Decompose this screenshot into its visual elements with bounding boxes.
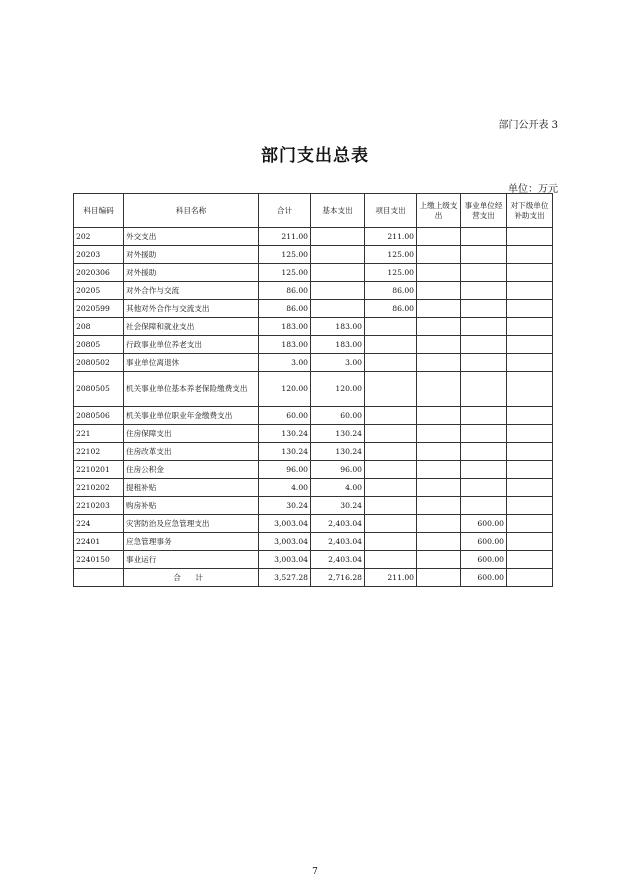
name-cell: 外交支出 [124,228,259,246]
basic-cell: 183.00 [311,336,365,354]
subsidy-lower-cell [507,228,553,246]
subsidy-lower-cell [507,443,553,461]
table-row [74,300,553,318]
project-cell [365,461,417,479]
basic-cell: 4.00 [311,479,365,497]
table-row [74,425,553,443]
business-operation-cell: 600.00 [461,515,507,533]
upper-payment-cell [417,228,461,246]
total-cell: 125.00 [259,264,311,282]
table-row [74,228,553,246]
code-cell [74,569,124,587]
business-operation-cell [461,425,507,443]
table-row [74,461,553,479]
business-operation-cell [461,461,507,479]
total-cell: 60.00 [259,407,311,425]
table-row [74,282,553,300]
name-cell: 对外合作与交流 [124,282,259,300]
subsidy-lower-cell [507,354,553,372]
total-cell: 3,003.04 [259,533,311,551]
unit-label: 单位：万元 [508,184,558,195]
page-number: 7 [312,867,318,877]
basic-cell [311,246,365,264]
total-cell: 30.24 [259,497,311,515]
name-cell: 机关事业单位职业年金缴费支出 [124,407,259,425]
project-cell [365,336,417,354]
name-cell: 对外援助 [124,246,259,264]
total-cell: 183.00 [259,318,311,336]
code-cell: 20203 [74,246,124,264]
business-operation-cell [461,336,507,354]
name-cell: 灾害防治及应急管理支出 [124,515,259,533]
header-basic: 基本支出 [311,194,365,228]
name-cell: 住房公积金 [124,461,259,479]
subsidy-lower-cell [507,533,553,551]
project-cell [365,354,417,372]
basic-cell: 130.24 [311,425,365,443]
name-cell: 事业单位离退休 [124,354,259,372]
project-cell [365,318,417,336]
total-cell: 130.24 [259,443,311,461]
name-cell: 对外援助 [124,264,259,282]
code-cell: 2210201 [74,461,124,479]
project-cell [365,425,417,443]
upper-payment-cell [417,282,461,300]
upper-payment-cell [417,372,461,407]
table-row [74,246,553,264]
upper-payment-cell [417,246,461,264]
subsidy-lower-cell [507,318,553,336]
subsidy-lower-cell [507,425,553,443]
business-operation-cell [461,407,507,425]
basic-cell: 120.00 [311,372,365,407]
name-cell: 社会保障和就业支出 [124,318,259,336]
project-cell [365,551,417,569]
total-label: 合 计 [124,569,259,587]
expenditure-table [73,193,553,587]
code-cell: 2080506 [74,407,124,425]
basic-cell: 2,403.04 [311,533,365,551]
upper-payment-cell [417,318,461,336]
business-operation-cell: 600.00 [461,551,507,569]
code-cell: 2020306 [74,264,124,282]
business-operation-cell [461,497,507,515]
table-row [74,551,553,569]
code-cell: 2080505 [74,372,124,407]
total-cell: 3,003.04 [259,515,311,533]
upper-payment-cell [417,533,461,551]
code-cell: 221 [74,425,124,443]
code-cell: 2210203 [74,497,124,515]
header-name: 科目名称 [124,194,259,228]
table-row [74,372,553,407]
project-cell: 125.00 [365,246,417,264]
upper-payment-cell [417,497,461,515]
total-cell: 3,003.04 [259,551,311,569]
table-row [74,264,553,282]
basic-cell: 3.00 [311,354,365,372]
total-cell: 86.00 [259,282,311,300]
name-cell: 行政事业单位养老支出 [124,336,259,354]
total-cell: 3,527.28 [259,569,311,587]
total-cell: 120.00 [259,372,311,407]
basic-cell: 30.24 [311,497,365,515]
subsidy-lower-cell [507,515,553,533]
basic-cell: 60.00 [311,407,365,425]
total-cell: 211.00 [259,228,311,246]
name-cell: 住房保障支出 [124,425,259,443]
subsidy-lower-cell [507,479,553,497]
upper-payment-cell [417,551,461,569]
business-operation-cell [461,264,507,282]
code-cell: 202 [74,228,124,246]
header-project: 项目支出 [365,194,417,228]
business-operation-cell: 600.00 [461,569,507,587]
subsidy-lower-cell [507,407,553,425]
page-title: 部门支出总表 [261,146,369,166]
total-cell: 130.24 [259,425,311,443]
upper-payment-cell [417,443,461,461]
project-cell [365,407,417,425]
code-cell: 22102 [74,443,124,461]
business-operation-cell [461,246,507,264]
project-cell [365,443,417,461]
code-cell: 20205 [74,282,124,300]
project-cell [365,515,417,533]
code-cell: 208 [74,318,124,336]
upper-payment-cell [417,479,461,497]
subsidy-lower-cell [507,497,553,515]
upper-payment-cell [417,461,461,479]
project-cell: 211.00 [365,228,417,246]
subsidy-lower-cell [507,300,553,318]
project-cell [365,533,417,551]
table-row [74,336,553,354]
code-cell: 22401 [74,533,124,551]
business-operation-cell [461,479,507,497]
total-cell: 183.00 [259,336,311,354]
header-total: 合计 [259,194,311,228]
business-operation-cell: 600.00 [461,533,507,551]
basic-cell: 130.24 [311,443,365,461]
header-subsidy-lower: 对下级单位补助支出 [507,194,553,228]
total-cell: 125.00 [259,246,311,264]
code-cell: 2240150 [74,551,124,569]
project-cell [365,497,417,515]
code-cell: 20805 [74,336,124,354]
upper-payment-cell [417,515,461,533]
business-operation-cell [461,354,507,372]
project-cell: 86.00 [365,282,417,300]
upper-payment-cell [417,569,461,587]
subsidy-lower-cell [507,264,553,282]
total-cell: 96.00 [259,461,311,479]
code-cell: 224 [74,515,124,533]
upper-payment-cell [417,354,461,372]
total-cell: 86.00 [259,300,311,318]
project-cell: 125.00 [365,264,417,282]
subsidy-lower-cell [507,246,553,264]
code-cell: 2210202 [74,479,124,497]
name-cell: 机关事业单位基本养老保险缴费支出 [124,372,259,407]
business-operation-cell [461,300,507,318]
table-row [74,407,553,425]
table-header-row [74,194,553,228]
upper-payment-cell [417,264,461,282]
basic-cell [311,264,365,282]
name-cell: 住房改革支出 [124,443,259,461]
code-cell: 2080502 [74,354,124,372]
business-operation-cell [461,372,507,407]
subsidy-lower-cell [507,551,553,569]
basic-cell: 2,403.04 [311,551,365,569]
basic-cell: 96.00 [311,461,365,479]
business-operation-cell [461,228,507,246]
project-cell [365,479,417,497]
upper-payment-cell [417,407,461,425]
project-cell: 86.00 [365,300,417,318]
subsidy-lower-cell [507,372,553,407]
basic-cell [311,228,365,246]
business-operation-cell [461,318,507,336]
business-operation-cell [461,282,507,300]
subsidy-lower-cell [507,461,553,479]
name-cell: 其他对外合作与交流支出 [124,300,259,318]
project-cell [365,372,417,407]
total-cell: 4.00 [259,479,311,497]
upper-payment-cell [417,425,461,443]
subsidy-lower-cell [507,336,553,354]
name-cell: 提租补贴 [124,479,259,497]
basic-cell: 2,403.04 [311,515,365,533]
table-row [74,479,553,497]
upper-payment-cell [417,336,461,354]
name-cell: 购房补贴 [124,497,259,515]
table-row [74,533,553,551]
business-operation-cell [461,443,507,461]
subsidy-lower-cell [507,282,553,300]
table-row [74,318,553,336]
table-row [74,354,553,372]
header-code: 科目编码 [74,194,124,228]
table-number-label: 部门公开表 3 [498,120,558,131]
basic-cell: 183.00 [311,318,365,336]
upper-payment-cell [417,300,461,318]
table-row [74,497,553,515]
table-row [74,515,553,533]
code-cell: 2020599 [74,300,124,318]
name-cell: 事业运行 [124,551,259,569]
header-business-operation: 事业单位经营支出 [461,194,507,228]
basic-cell [311,300,365,318]
header-upper-payment: 上缴上级支出 [417,194,461,228]
table-row [74,443,553,461]
project-cell: 211.00 [365,569,417,587]
basic-cell: 2,716.28 [311,569,365,587]
total-row [74,569,553,587]
basic-cell [311,282,365,300]
total-cell: 3.00 [259,354,311,372]
subsidy-lower-cell [507,569,553,587]
name-cell: 应急管理事务 [124,533,259,551]
